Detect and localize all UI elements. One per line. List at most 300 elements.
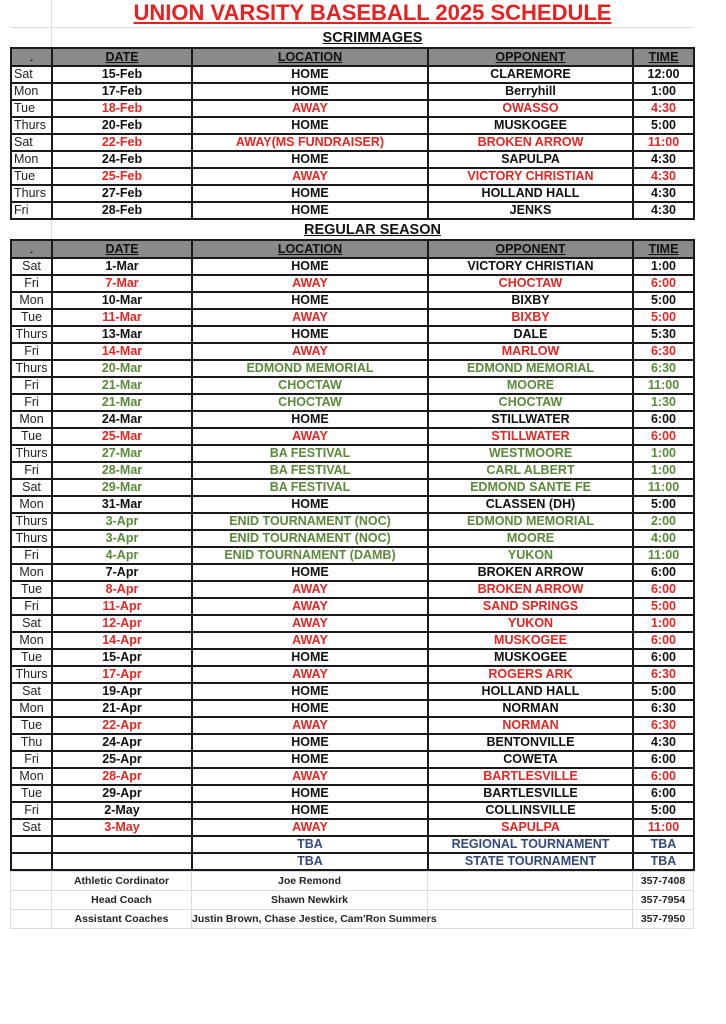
table-header-row xyxy=(11,240,694,258)
game-row xyxy=(11,343,694,360)
opponent-cell: STILLWATER xyxy=(428,428,633,445)
opponent-cell: YUKON xyxy=(428,547,633,564)
location-cell: ENID TOURNAMENT (NOC) xyxy=(192,513,428,530)
time-cell: 5:00 xyxy=(633,802,694,819)
header-location: LOCATION xyxy=(192,48,428,66)
opponent-cell: NORMAN xyxy=(428,717,633,734)
date-cell: 24-Apr xyxy=(52,734,192,751)
opponent-cell: BROKEN ARROW xyxy=(428,134,633,151)
header-opponent: OPPONENT xyxy=(428,48,633,66)
time-cell: 1:30 xyxy=(633,394,694,411)
game-row xyxy=(11,547,694,564)
day-cell: Sat xyxy=(11,683,52,700)
day-cell: Tue xyxy=(11,649,52,666)
opponent-cell: CLASSEN (DH) xyxy=(428,496,633,513)
time-cell: 1:00 xyxy=(633,258,694,275)
location-cell: HOME xyxy=(192,326,428,343)
day-cell: Tue xyxy=(11,581,52,598)
date-cell: 14-Apr xyxy=(52,632,192,649)
game-row xyxy=(11,632,694,649)
game-row xyxy=(11,615,694,632)
opponent-cell: EDMOND MEMORIAL xyxy=(428,360,633,377)
date-cell: 19-Apr xyxy=(52,683,192,700)
date-cell: 22-Apr xyxy=(52,717,192,734)
opponent-cell: MUSKOGEE xyxy=(428,632,633,649)
opponent-cell: JENKS xyxy=(428,202,633,219)
time-cell: 11:00 xyxy=(633,547,694,564)
location-cell: TBA xyxy=(192,853,428,870)
day-cell: Thurs xyxy=(11,513,52,530)
location-cell: HOME xyxy=(192,258,428,275)
time-cell: 4:00 xyxy=(633,530,694,547)
date-cell: 21-Mar xyxy=(52,394,192,411)
title-row xyxy=(10,0,693,28)
opponent-cell: STILLWATER xyxy=(428,411,633,428)
opponent-cell: HOLLAND HALL xyxy=(428,683,633,700)
game-row xyxy=(11,377,694,394)
table-header-row xyxy=(11,48,694,66)
game-row xyxy=(11,649,694,666)
header-opponent: OPPONENT xyxy=(428,240,633,258)
location-cell: EDMOND MEMORIAL xyxy=(192,360,428,377)
opponent-cell: Berryhill xyxy=(428,83,633,100)
opponent-cell: EDMOND SANTE FE xyxy=(428,479,633,496)
day-cell: Tue xyxy=(11,717,52,734)
time-cell: 6:30 xyxy=(633,360,694,377)
opponent-cell: BROKEN ARROW xyxy=(428,581,633,598)
game-row xyxy=(11,100,694,117)
time-cell: 11:00 xyxy=(633,819,694,836)
location-cell: AWAY xyxy=(192,309,428,326)
game-row xyxy=(11,802,694,819)
game-row xyxy=(11,700,694,717)
opponent-cell: VICTORY CHRISTIAN xyxy=(428,258,633,275)
opponent-cell: WESTMOORE xyxy=(428,445,633,462)
time-cell: 6:00 xyxy=(633,785,694,802)
location-cell: HOME xyxy=(192,802,428,819)
staff-table xyxy=(10,871,694,929)
day-cell: Thurs xyxy=(11,117,52,134)
date-cell: 25-Mar xyxy=(52,428,192,445)
time-cell: 6:00 xyxy=(633,428,694,445)
time-cell: 5:00 xyxy=(633,292,694,309)
time-cell: 1:00 xyxy=(633,445,694,462)
scrimmages-heading: SCRIMMAGES xyxy=(322,30,423,46)
game-row xyxy=(11,598,694,615)
date-cell: 12-Apr xyxy=(52,615,192,632)
date-cell: 4-Apr xyxy=(52,547,192,564)
day-cell: Thu xyxy=(11,734,52,751)
game-row xyxy=(11,751,694,768)
staff-row xyxy=(11,891,694,910)
time-cell: 6:30 xyxy=(633,700,694,717)
opponent-cell: CLAREMORE xyxy=(428,66,633,83)
opponent-cell: ROGERS ARK xyxy=(428,666,633,683)
opponent-cell: MARLOW xyxy=(428,343,633,360)
date-cell: 21-Mar xyxy=(52,377,192,394)
day-cell: Thurs xyxy=(11,445,52,462)
day-cell: Thurs xyxy=(11,185,52,202)
day-cell: Mon xyxy=(11,496,52,513)
time-cell: 4:30 xyxy=(633,185,694,202)
date-cell: 28-Feb xyxy=(52,202,192,219)
location-cell: ENID TOURNAMENT (NOC) xyxy=(192,530,428,547)
game-row xyxy=(11,734,694,751)
date-cell: 18-Feb xyxy=(52,100,192,117)
time-cell: 4:30 xyxy=(633,100,694,117)
game-row xyxy=(11,168,694,185)
day-cell: Fri xyxy=(11,547,52,564)
location-cell: AWAY xyxy=(192,615,428,632)
location-cell: AWAY xyxy=(192,768,428,785)
date-cell: 1-Mar xyxy=(52,258,192,275)
location-cell: AWAY xyxy=(192,717,428,734)
day-cell xyxy=(11,853,52,870)
empty-cell xyxy=(428,891,633,910)
game-row xyxy=(11,326,694,343)
game-row xyxy=(11,683,694,700)
day-cell: Sat xyxy=(11,66,52,83)
date-cell: 29-Mar xyxy=(52,479,192,496)
staff-name: Shawn Newkirk xyxy=(192,891,428,910)
location-cell: HOME xyxy=(192,496,428,513)
staff-phone: 357-7950 xyxy=(633,910,694,929)
location-cell: HOME xyxy=(192,66,428,83)
time-cell: 12:00 xyxy=(633,66,694,83)
date-cell: 11-Apr xyxy=(52,598,192,615)
time-cell: 4:30 xyxy=(633,168,694,185)
staff-body xyxy=(11,872,694,929)
location-cell: AWAY xyxy=(192,819,428,836)
opponent-cell: STATE TOURNAMENT xyxy=(428,853,633,870)
time-cell: 6:00 xyxy=(633,649,694,666)
date-cell: 24-Mar xyxy=(52,411,192,428)
location-cell: AWAY xyxy=(192,343,428,360)
location-cell: AWAY xyxy=(192,581,428,598)
date-cell xyxy=(52,853,192,870)
location-cell: BA FESTIVAL xyxy=(192,445,428,462)
day-cell: Thurs xyxy=(11,360,52,377)
time-cell: 1:00 xyxy=(633,462,694,479)
staff-name: Justin Brown, Chase Jestice, Cam'Ron Summers xyxy=(192,910,428,929)
empty-cell xyxy=(428,910,633,929)
location-cell: CHOCTAW xyxy=(192,394,428,411)
time-cell: 1:00 xyxy=(633,615,694,632)
location-cell: HOME xyxy=(192,649,428,666)
date-cell: 13-Mar xyxy=(52,326,192,343)
location-cell: AWAY xyxy=(192,632,428,649)
time-cell: 5:00 xyxy=(633,683,694,700)
row-gutter xyxy=(10,28,52,47)
time-cell: 11:00 xyxy=(633,377,694,394)
staff-role: Athletic Cordinator xyxy=(52,872,192,891)
time-cell: 5:00 xyxy=(633,598,694,615)
game-row xyxy=(11,258,694,275)
game-row xyxy=(11,836,694,853)
date-cell: 3-May xyxy=(52,819,192,836)
time-cell: 6:00 xyxy=(633,275,694,292)
day-cell: Thurs xyxy=(11,530,52,547)
location-cell: HOME xyxy=(192,292,428,309)
day-cell: Mon xyxy=(11,151,52,168)
date-cell: 7-Apr xyxy=(52,564,192,581)
location-cell: AWAY xyxy=(192,168,428,185)
location-cell: HOME xyxy=(192,734,428,751)
opponent-cell: CHOCTAW xyxy=(428,275,633,292)
game-row xyxy=(11,151,694,168)
day-cell: Thurs xyxy=(11,666,52,683)
scrimmages-table xyxy=(10,47,695,220)
location-cell: ENID TOURNAMENT (DAMB) xyxy=(192,547,428,564)
day-cell: Tue xyxy=(11,309,52,326)
day-cell: Mon xyxy=(11,411,52,428)
game-row xyxy=(11,666,694,683)
day-cell: Mon xyxy=(11,768,52,785)
game-row xyxy=(11,117,694,134)
time-cell: 4:30 xyxy=(633,151,694,168)
opponent-cell: SAPULPA xyxy=(428,819,633,836)
date-cell: 28-Apr xyxy=(52,768,192,785)
day-cell: Fri xyxy=(11,202,52,219)
time-cell: 5:30 xyxy=(633,326,694,343)
game-row xyxy=(11,428,694,445)
game-row xyxy=(11,564,694,581)
row-gutter xyxy=(10,220,52,239)
date-cell: 3-Apr xyxy=(52,513,192,530)
location-cell: CHOCTAW xyxy=(192,377,428,394)
empty-cell xyxy=(428,872,633,891)
time-cell: 6:00 xyxy=(633,411,694,428)
day-cell: Sat xyxy=(11,258,52,275)
location-cell: AWAY xyxy=(192,666,428,683)
game-row xyxy=(11,66,694,83)
date-cell: 15-Apr xyxy=(52,649,192,666)
location-cell: HOME xyxy=(192,185,428,202)
date-cell: 25-Feb xyxy=(52,168,192,185)
date-cell: 8-Apr xyxy=(52,581,192,598)
date-cell: 21-Apr xyxy=(52,700,192,717)
date-cell: 20-Mar xyxy=(52,360,192,377)
game-row xyxy=(11,394,694,411)
header-date: DATE xyxy=(52,48,192,66)
day-cell: Fri xyxy=(11,377,52,394)
gutter-cell xyxy=(11,872,52,891)
time-cell: 6:00 xyxy=(633,751,694,768)
game-row xyxy=(11,717,694,734)
time-cell: 5:00 xyxy=(633,117,694,134)
day-cell: Tue xyxy=(11,428,52,445)
time-cell: 6:00 xyxy=(633,632,694,649)
opponent-cell: REGIONAL TOURNAMENT xyxy=(428,836,633,853)
location-cell: AWAY xyxy=(192,428,428,445)
game-row xyxy=(11,530,694,547)
location-cell: AWAY xyxy=(192,598,428,615)
opponent-cell: BENTONVILLE xyxy=(428,734,633,751)
game-row xyxy=(11,275,694,292)
day-cell xyxy=(11,836,52,853)
day-cell: Fri xyxy=(11,751,52,768)
game-row xyxy=(11,496,694,513)
day-cell: Fri xyxy=(11,598,52,615)
date-cell: 2-May xyxy=(52,802,192,819)
opponent-cell: BARTLESVILLE xyxy=(428,785,633,802)
day-cell: Mon xyxy=(11,83,52,100)
opponent-cell: CHOCTAW xyxy=(428,394,633,411)
location-cell: HOME xyxy=(192,683,428,700)
date-cell: 14-Mar xyxy=(52,343,192,360)
opponent-cell: MOORE xyxy=(428,377,633,394)
game-row xyxy=(11,785,694,802)
day-cell: Sat xyxy=(11,819,52,836)
date-cell: 27-Mar xyxy=(52,445,192,462)
regular-season-section-row xyxy=(10,220,693,239)
staff-phone: 357-7954 xyxy=(633,891,694,910)
time-cell: 6:30 xyxy=(633,666,694,683)
day-cell: Mon xyxy=(11,292,52,309)
staff-role: Assistant Coaches xyxy=(52,910,192,929)
location-cell: HOME xyxy=(192,83,428,100)
opponent-cell: SAND SPRINGS xyxy=(428,598,633,615)
game-row xyxy=(11,768,694,785)
location-cell: HOME xyxy=(192,117,428,134)
location-cell: BA FESTIVAL xyxy=(192,462,428,479)
day-cell: Tue xyxy=(11,785,52,802)
time-cell: 6:00 xyxy=(633,564,694,581)
opponent-cell: MUSKOGEE xyxy=(428,649,633,666)
staff-name: Joe Remond xyxy=(192,872,428,891)
game-row xyxy=(11,445,694,462)
game-row xyxy=(11,581,694,598)
date-cell: 10-Mar xyxy=(52,292,192,309)
day-cell: Tue xyxy=(11,168,52,185)
date-cell: 11-Mar xyxy=(52,309,192,326)
opponent-cell: MOORE xyxy=(428,530,633,547)
date-cell: 28-Mar xyxy=(52,462,192,479)
day-cell: Fri xyxy=(11,394,52,411)
time-cell: 1:00 xyxy=(633,83,694,100)
header-day: - xyxy=(11,240,52,258)
time-cell: TBA xyxy=(633,836,694,853)
date-cell: 3-Apr xyxy=(52,530,192,547)
location-cell: HOME xyxy=(192,411,428,428)
game-row xyxy=(11,462,694,479)
header-time: TIME xyxy=(633,240,694,258)
game-row xyxy=(11,185,694,202)
date-cell: 31-Mar xyxy=(52,496,192,513)
scrimmages-body xyxy=(11,66,694,219)
time-cell: TBA xyxy=(633,853,694,870)
opponent-cell: CARL ALBERT xyxy=(428,462,633,479)
header-day: - xyxy=(11,48,52,66)
date-cell: 15-Feb xyxy=(52,66,192,83)
time-cell: 6:00 xyxy=(633,581,694,598)
date-cell: 22-Feb xyxy=(52,134,192,151)
time-cell: 4:30 xyxy=(633,734,694,751)
location-cell: HOME xyxy=(192,151,428,168)
day-cell: Mon xyxy=(11,700,52,717)
game-row xyxy=(11,202,694,219)
date-cell xyxy=(52,836,192,853)
game-row xyxy=(11,309,694,326)
location-cell: TBA xyxy=(192,836,428,853)
opponent-cell: COWETA xyxy=(428,751,633,768)
time-cell: 6:30 xyxy=(633,343,694,360)
time-cell: 6:00 xyxy=(633,768,694,785)
location-cell: AWAY(MS FUNDRAISER) xyxy=(192,134,428,151)
game-row xyxy=(11,411,694,428)
time-cell: 5:00 xyxy=(633,309,694,326)
location-cell: HOME xyxy=(192,564,428,581)
row-gutter xyxy=(10,0,52,27)
game-row xyxy=(11,134,694,151)
date-cell: 17-Apr xyxy=(52,666,192,683)
opponent-cell: HOLLAND HALL xyxy=(428,185,633,202)
opponent-cell: EDMOND MEMORIAL xyxy=(428,513,633,530)
location-cell: AWAY xyxy=(192,100,428,117)
opponent-cell: NORMAN xyxy=(428,700,633,717)
time-cell: 6:30 xyxy=(633,717,694,734)
page-title: UNION VARSITY BASEBALL 2025 SCHEDULE xyxy=(133,0,612,25)
opponent-cell: YUKON xyxy=(428,615,633,632)
staff-row xyxy=(11,910,694,929)
day-cell: Sat xyxy=(11,479,52,496)
opponent-cell: OWASSO xyxy=(428,100,633,117)
regular-season-table xyxy=(10,239,695,871)
time-cell: 2:00 xyxy=(633,513,694,530)
time-cell: 5:00 xyxy=(633,496,694,513)
day-cell: Fri xyxy=(11,275,52,292)
day-cell: Mon xyxy=(11,564,52,581)
opponent-cell: BROKEN ARROW xyxy=(428,564,633,581)
day-cell: Fri xyxy=(11,462,52,479)
header-date: DATE xyxy=(52,240,192,258)
location-cell: BA FESTIVAL xyxy=(192,479,428,496)
opponent-cell: DALE xyxy=(428,326,633,343)
day-cell: Fri xyxy=(11,802,52,819)
opponent-cell: VICTORY CHRISTIAN xyxy=(428,168,633,185)
time-cell: 4:30 xyxy=(633,202,694,219)
regular-season-body xyxy=(11,258,694,870)
opponent-cell: BIXBY xyxy=(428,292,633,309)
date-cell: 29-Apr xyxy=(52,785,192,802)
time-cell: 11:00 xyxy=(633,479,694,496)
game-row xyxy=(11,513,694,530)
date-cell: 17-Feb xyxy=(52,83,192,100)
game-row xyxy=(11,292,694,309)
schedule-sheet xyxy=(10,0,693,929)
regular-season-heading: REGULAR SEASON xyxy=(304,222,441,238)
opponent-cell: BARTLESVILLE xyxy=(428,768,633,785)
date-cell: 27-Feb xyxy=(52,185,192,202)
day-cell: Thurs xyxy=(11,326,52,343)
day-cell: Sat xyxy=(11,134,52,151)
location-cell: HOME xyxy=(192,785,428,802)
opponent-cell: MUSKOGEE xyxy=(428,117,633,134)
date-cell: 25-Apr xyxy=(52,751,192,768)
day-cell: Sat xyxy=(11,615,52,632)
location-cell: AWAY xyxy=(192,275,428,292)
scrimmages-section-row xyxy=(10,28,693,47)
opponent-cell: SAPULPA xyxy=(428,151,633,168)
staff-row xyxy=(11,872,694,891)
staff-role: Head Coach xyxy=(52,891,192,910)
game-row xyxy=(11,479,694,496)
header-time: TIME xyxy=(633,48,694,66)
day-cell: Mon xyxy=(11,632,52,649)
game-row xyxy=(11,819,694,836)
time-cell: 11:00 xyxy=(633,134,694,151)
date-cell: 7-Mar xyxy=(52,275,192,292)
